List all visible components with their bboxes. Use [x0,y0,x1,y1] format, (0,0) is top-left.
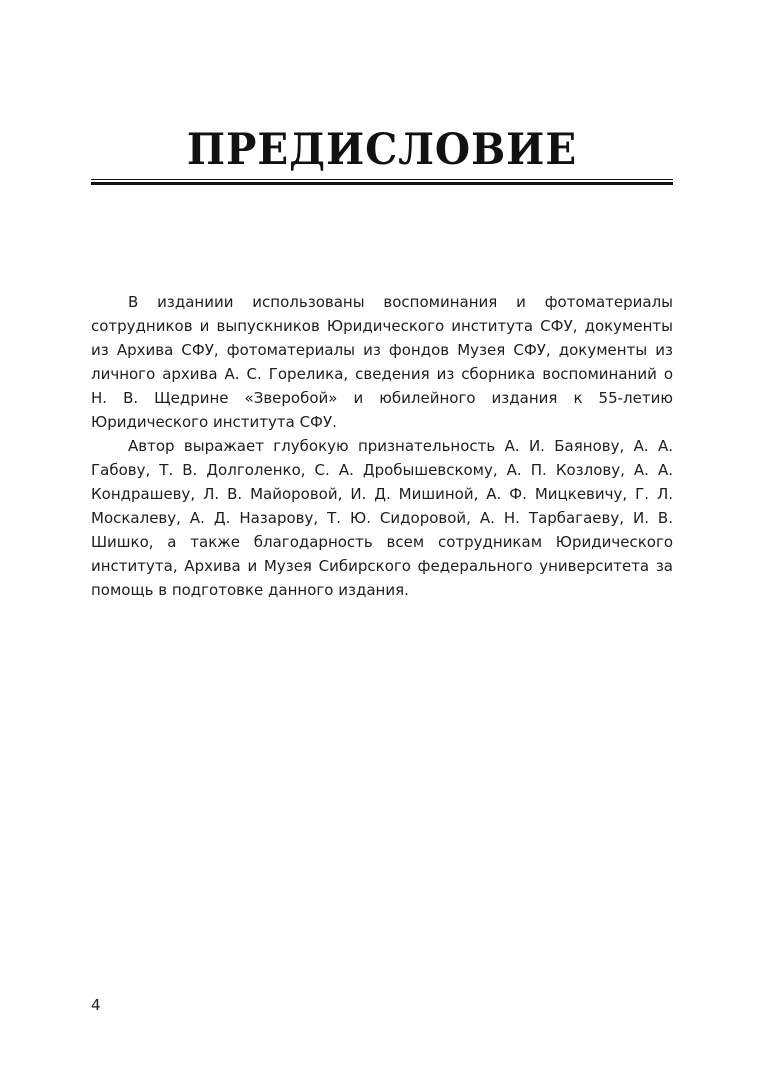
page-title: ПРЕДИСЛОВИЕ [186,125,578,175]
title-underline-thin [91,179,673,180]
paragraph-acknowledgements: Автор выражает глубокую признательность А. И. Баянову, А. А. Габову, Т. В. Долголенко, С. А. Дробышевскому, А. П. Козлову, А. А. Кондрашеву, Л. В. Майоровой, И. Д. Мишиной, А. Ф. Мицкевичу, Г. Л. Москалеву, А. Д. Назарову, Т. Ю. Сидоровой, А. Н. Тарбагаеву, И. В. Шишко, а также благодарность всем сотрудникам Юридического института, Архива и Музея Сибирского федерального университета за помощь в подготовке данного издания. [91,437,673,599]
title-underline-thick [91,182,673,185]
preface-text [91,290,673,602]
paragraph-sources: В изданиии использованы воспоминания и фотоматериалы сотрудников и выпускников Юридического института СФУ, документы из Архива СФУ, фотоматериалы из фондов Музея СФУ, документы из личного архива А. С. Горелика, сведения из сборника воспоминаний о Н. В. Щедрине «Зверобой» и юбилейного издания к 55-летию Юридического института СФУ. [91,293,673,431]
page-number: 4 [91,996,101,1014]
